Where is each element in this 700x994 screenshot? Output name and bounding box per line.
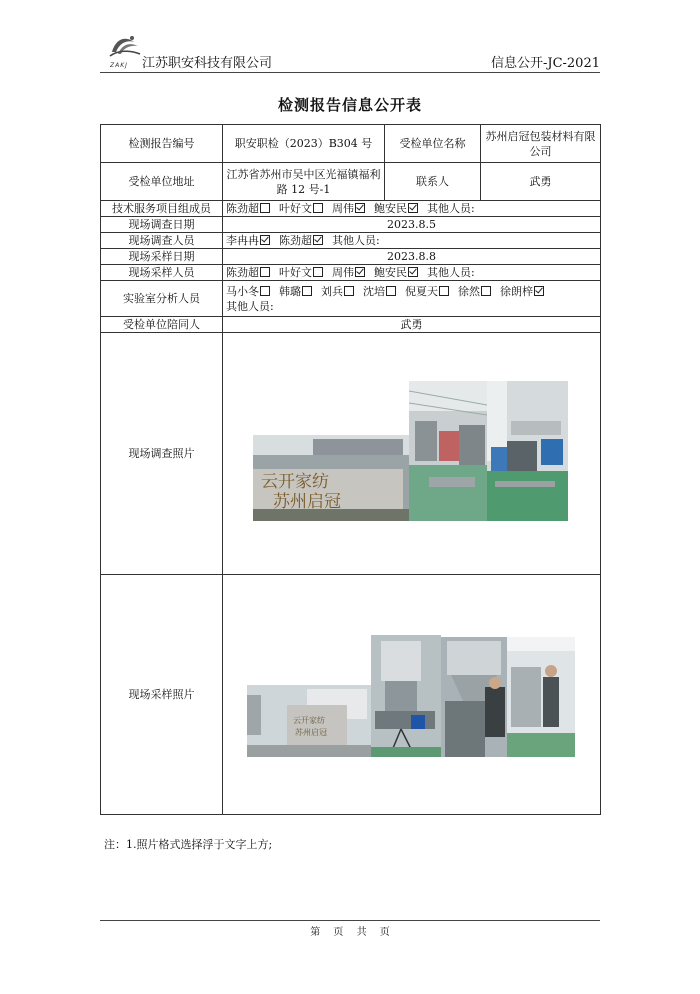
survey-date-value: 2023.8.5 (223, 217, 601, 233)
person-item (226, 234, 271, 247)
unchecked-checkbox-icon[interactable] (260, 203, 270, 213)
unchecked-checkbox-icon[interactable] (386, 286, 396, 296)
survey-date-label: 现场调查日期 (101, 217, 223, 233)
tech-team-label: 技术服务项目组成员 (101, 201, 223, 217)
person-item (226, 266, 271, 279)
contact-label: 联系人 (385, 163, 481, 201)
other-staff-label: 其他人员: (332, 234, 380, 247)
survey-photo-workshop-2 (487, 381, 568, 521)
page-title: 检测报告信息公开表 (277, 96, 422, 114)
person-item (332, 202, 366, 215)
sign-text-2: 苏州启冠 (273, 492, 341, 512)
checked-checkbox-icon[interactable] (260, 235, 270, 245)
person-item (363, 285, 397, 298)
sampling-photo-machine-1 (371, 635, 441, 757)
report-no-value: 职安职检（2023）B304 号 (223, 125, 385, 163)
person-name: 韩璐 (279, 284, 301, 298)
lab-staff-label: 实验室分析人员 (101, 281, 223, 317)
person-name: 李冉冉 (226, 234, 259, 247)
sampling-staff-list (223, 265, 601, 281)
person-name: 徐朗梓 (500, 284, 533, 298)
person-name: 叶好文 (279, 202, 312, 215)
person-item (500, 285, 545, 298)
person-name: 陈劲超 (226, 266, 259, 279)
sign-text-1: 云开家纺 (261, 472, 329, 492)
person-item (374, 202, 419, 215)
person-name: 马小冬 (226, 284, 259, 298)
person-item (279, 202, 324, 215)
checked-checkbox-icon[interactable] (408, 203, 418, 213)
survey-photo-area (223, 333, 601, 575)
unchecked-checkbox-icon[interactable] (302, 286, 312, 296)
checked-checkbox-icon[interactable] (355, 203, 365, 213)
unit-name-value: 苏州启冠包装材料有限公司 (481, 125, 601, 163)
document-number: 信息公开-JC-2021 (490, 56, 600, 71)
page-footer: 第 页 共 页 (310, 927, 390, 938)
unchecked-checkbox-icon[interactable] (439, 286, 449, 296)
sampling-photo-machine-2 (441, 637, 507, 757)
person-item (321, 285, 355, 298)
person-name: 倪夏天 (405, 284, 438, 298)
sampling-photo-machine-3 (507, 637, 575, 757)
other-staff-label: 其他人员: (226, 299, 274, 313)
survey-staff-label: 现场调查人员 (101, 233, 223, 249)
contact-value: 武勇 (481, 163, 601, 201)
unchecked-checkbox-icon[interactable] (260, 267, 270, 277)
address-label: 受检单位地址 (101, 163, 223, 201)
checked-checkbox-icon[interactable] (534, 286, 544, 296)
person-name: 陈劲超 (279, 234, 312, 247)
tech-team-list (223, 201, 601, 217)
sampling-date-label: 现场采样日期 (101, 249, 223, 265)
person-name: 叶好文 (279, 266, 312, 279)
person-item (279, 285, 313, 298)
unchecked-checkbox-icon[interactable] (260, 286, 270, 296)
unchecked-checkbox-icon[interactable] (313, 267, 323, 277)
person-name: 徐然 (458, 284, 480, 298)
sampling-photo-area (223, 575, 601, 815)
person-name: 陈劲超 (226, 202, 259, 215)
person-item (405, 285, 450, 298)
sampling-photo-gate (247, 685, 371, 757)
address-value: 江苏省苏州市吴中区光福镇福利路 12 号-1 (223, 163, 385, 201)
unit-name-label: 受检单位名称 (385, 125, 481, 163)
info-table (100, 124, 601, 815)
survey-photo-gate (253, 435, 413, 521)
person-item (458, 285, 492, 298)
company-name: 江苏职安科技有限公司 (142, 56, 273, 71)
person-name: 周伟 (332, 266, 354, 279)
footnote: 注：1.照片格式选择浮于文字上方; (104, 838, 273, 851)
footer-divider (100, 920, 600, 921)
sampling-sign-1: 云开家纺 (293, 716, 325, 725)
sampling-photo-label: 现场采样照片 (101, 575, 223, 815)
other-staff-label: 其他人员: (427, 202, 475, 215)
person-item (279, 266, 324, 279)
survey-staff-list (223, 233, 601, 249)
other-staff-label: 其他人员: (427, 266, 475, 279)
page-header (100, 38, 600, 73)
survey-photo-label: 现场调查照片 (101, 333, 223, 575)
person-name: 沈培 (363, 284, 385, 298)
sampling-staff-label: 现场采样人员 (101, 265, 223, 281)
person-item (374, 266, 419, 279)
person-name: 周伟 (332, 202, 354, 215)
survey-photo-workshop-1 (409, 381, 487, 521)
logo-text: ZAKJ (110, 62, 128, 69)
person-item (226, 285, 271, 298)
unchecked-checkbox-icon[interactable] (481, 286, 491, 296)
checked-checkbox-icon[interactable] (313, 235, 323, 245)
person-item (279, 234, 324, 247)
escort-value: 武勇 (223, 317, 601, 333)
report-no-label: 检测报告编号 (101, 125, 223, 163)
sampling-sign-2: 苏州启冠 (295, 728, 327, 737)
person-item (226, 202, 271, 215)
person-name: 鲍安民 (374, 266, 407, 279)
checked-checkbox-icon[interactable] (355, 267, 365, 277)
unchecked-checkbox-icon[interactable] (313, 203, 323, 213)
person-item (332, 266, 366, 279)
unchecked-checkbox-icon[interactable] (344, 286, 354, 296)
checked-checkbox-icon[interactable] (408, 267, 418, 277)
escort-label: 受检单位陪同人 (101, 317, 223, 333)
person-name: 刘兵 (321, 284, 343, 298)
sampling-date-value: 2023.8.8 (223, 249, 601, 265)
person-name: 鲍安民 (374, 202, 407, 215)
lab-staff-list (223, 281, 601, 317)
